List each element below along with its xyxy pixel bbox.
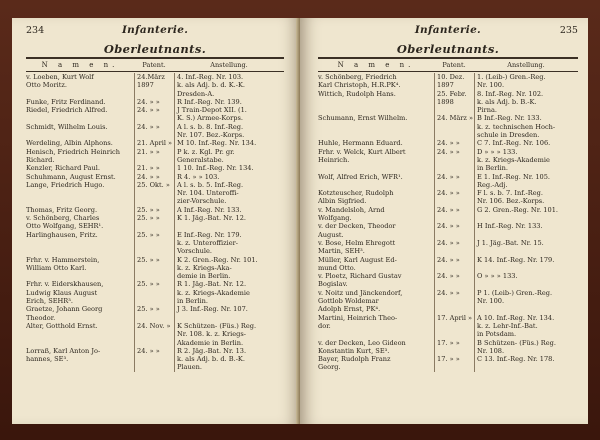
entry-assignment: 1 10. Inf.-Reg. Nr. 134. bbox=[174, 164, 284, 172]
left-section-title: Oberleutnants. bbox=[103, 42, 207, 56]
entry-row bbox=[26, 173, 284, 181]
entry-patent: 24. » » bbox=[434, 189, 474, 206]
entry-assignment: A l. s. b. 8. Inf.-Reg. Nr. 107. Bez.-Korps. bbox=[174, 123, 284, 140]
entry-patent: 24. » » bbox=[434, 222, 474, 239]
entry-row bbox=[26, 181, 284, 206]
left-column-header bbox=[26, 59, 284, 72]
entry-assignment: 4. Inf.-Reg. Nr. 103. k. als Adj. b. d. K.-K. Dresden-A. bbox=[174, 73, 284, 98]
entry-row bbox=[26, 148, 284, 165]
entry-assignment: 8. Inf.-Reg. Nr. 102. k. als Adj. b. B.-K. Pirna. bbox=[474, 90, 578, 115]
entry-row bbox=[26, 231, 284, 256]
right-page-number: 235 bbox=[559, 25, 578, 36]
entry-name: v. der Decken, Theodor August. bbox=[318, 222, 396, 239]
entry-name: Bayer, Rudolph Franz Georg. bbox=[318, 355, 391, 372]
entry-name: Kotzteuscher, Rudolph Albin Sigfried. bbox=[318, 189, 394, 206]
entry-patent: 17. » » bbox=[434, 339, 474, 356]
entry-name: Lorraß, Karl Anton Jo- hannes, SE³. bbox=[26, 346, 101, 364]
entry-name: Harlinghausen, Fritz. bbox=[26, 230, 98, 239]
entry-name: v. Schönberg, Charles Otto Wolfgang, SEHR¹. bbox=[26, 214, 104, 231]
entry-patent: 24. » » bbox=[434, 239, 474, 256]
entry-assignment: J Train-Depot XII. (1. K. S.) Armee-Korps. bbox=[174, 106, 284, 123]
entry-row bbox=[318, 114, 578, 139]
entry-row bbox=[26, 106, 284, 123]
entry-assignment: C 7. Inf.-Reg. Nr. 106. bbox=[474, 139, 578, 147]
entry-patent: 25. » » bbox=[134, 206, 174, 214]
left-running-head bbox=[26, 24, 284, 38]
entry-patent: 25. » » bbox=[134, 231, 174, 256]
entry-row bbox=[318, 73, 578, 90]
entry-assignment: J 3. Inf.-Reg. Nr. 107. bbox=[174, 305, 284, 322]
entry-assignment: A Inf.-Reg. Nr. 133. bbox=[174, 206, 284, 214]
entry-patent: 24. » » bbox=[434, 139, 474, 147]
entry-name: Kenzler, Richard Paul. bbox=[26, 164, 100, 173]
entry-assignment: B Inf.-Reg. Nr. 133. k. z. technischen Hoch- schule in Dresden. bbox=[474, 114, 578, 139]
entry-name: Henisch, Friedrich Heinrich Richard. bbox=[26, 147, 120, 164]
entry-name: Wolf, Alfred Erich, WFR¹. bbox=[318, 172, 403, 181]
entry-patent: 24. » » bbox=[134, 106, 174, 123]
entry-assignment: O » » » 133. bbox=[474, 272, 578, 289]
entry-patent: 24. » » bbox=[434, 256, 474, 273]
right-column-header bbox=[318, 59, 578, 72]
entry-assignment: M 10. Inf.-Reg. Nr. 134. bbox=[174, 139, 284, 147]
right-col-patent: Patent. bbox=[442, 61, 466, 69]
left-page bbox=[12, 18, 300, 424]
entry-patent: 24. » » bbox=[134, 98, 174, 106]
entry-row bbox=[318, 239, 578, 256]
entry-patent: 25. Okt. » bbox=[134, 181, 174, 206]
entry-name: Frhr. v. Eiderskhausen, Ludwig Klaus August Erich, SEHR³. bbox=[26, 280, 104, 306]
entry-assignment: R 1. Jäg.-Bat. Nr. 12. k. z. Kriegs-Akademie in Berlin. bbox=[174, 280, 284, 305]
entry-patent: 25. » » bbox=[134, 256, 174, 281]
entry-name: Schuhmann, August Ernst. bbox=[26, 172, 116, 181]
right-entry-list bbox=[318, 73, 578, 372]
entry-assignment: K 2. Gren.-Reg. Nr. 101. k. z. Kriegs-Aka- demie in Berlin. bbox=[174, 256, 284, 281]
entry-name: v. Noitz und Jänckendorf, Gottlob Woldemar Adolph Ernst, PK⁴. bbox=[318, 288, 403, 314]
entry-name: Lange, Friedrich Hugo. bbox=[26, 180, 105, 189]
entry-patent: 24. » » bbox=[434, 206, 474, 223]
entry-assignment: E 1. Inf.-Reg. Nr. 105. Reg.-Adj. bbox=[474, 173, 578, 190]
entry-name: v. Bose, Helm Ehregott Martin, SEH³. bbox=[318, 238, 396, 256]
entry-name: Schmidt, Wilhelm Louis. bbox=[26, 122, 108, 131]
right-col-name: N a m e n. bbox=[337, 61, 415, 69]
entry-assignment: K Schützen- (Füs.) Reg. Nr. 108. k. z. Kriegs- Akademie in Berlin. bbox=[174, 322, 284, 347]
entry-patent: 24.März 1897 bbox=[134, 73, 174, 98]
entry-row bbox=[318, 289, 578, 314]
right-section-title: Oberleutnants. bbox=[396, 42, 500, 56]
entry-row bbox=[26, 322, 284, 347]
entry-row bbox=[318, 256, 578, 273]
entry-assignment: F l. s. b. 7. Inf.-Reg. Nr. 106. Bez.-Korps. bbox=[474, 189, 578, 206]
entry-row bbox=[318, 173, 578, 190]
entry-row bbox=[318, 139, 578, 147]
entry-patent: 10. Dez. 1897 bbox=[434, 73, 474, 90]
entry-name: Schumann, Ernst Wilhelm. bbox=[318, 114, 408, 123]
entry-row bbox=[318, 206, 578, 223]
entry-patent: 17. » » bbox=[434, 355, 474, 372]
entry-name: v. Mandelsloh, Arnd Wolfgang. bbox=[318, 205, 385, 223]
entry-patent: 24. » » bbox=[134, 123, 174, 140]
entry-assignment: D » » » 133. k. z. Kriegs-Akademie in Berlin. bbox=[474, 148, 578, 173]
entry-row bbox=[318, 90, 578, 115]
entry-assignment: A 10. Inf.-Reg. Nr. 134. k. z. Lehr-Inf.-Bat. in Potsdam. bbox=[474, 314, 578, 339]
entry-row bbox=[26, 347, 284, 372]
entry-name: Alter, Gotthold Ernst. bbox=[26, 321, 98, 330]
entry-patent: 24. » » bbox=[434, 173, 474, 190]
entry-name: v. der Decken, Leo Gideon Konstantin Kurt, SE³. bbox=[318, 338, 406, 355]
entry-name: Müller, Karl August Ed- mund Otto. bbox=[318, 255, 397, 272]
entry-row bbox=[26, 98, 284, 106]
entry-name: Frhr. v. Welck, Kurt Albert Heinrich. bbox=[318, 147, 406, 164]
entry-name: Huhle, Hermann Eduard. bbox=[318, 139, 403, 148]
entry-row bbox=[26, 280, 284, 305]
entry-patent: 24. » » bbox=[434, 289, 474, 314]
entry-name: v. Schönberg, Friedrich Karl Christoph, H.R.PK⁴. bbox=[318, 73, 401, 90]
entry-patent: 25. » » bbox=[134, 305, 174, 322]
entry-row bbox=[26, 73, 284, 98]
entry-assignment: R 2. Jäg.-Bat. Nr. 13. k. als Adj. b. d. B.-K. Plauen. bbox=[174, 347, 284, 372]
entry-assignment: R Inf.-Reg. Nr. 139. bbox=[174, 98, 284, 106]
entry-row bbox=[26, 164, 284, 172]
entry-patent: 21. April » bbox=[134, 139, 174, 147]
entry-name: Graetze, Johann Georg Theodor. bbox=[26, 305, 103, 322]
entry-row bbox=[318, 272, 578, 289]
left-col-name: N a m e n. bbox=[41, 61, 119, 69]
right-col-assignment: Anstellung. bbox=[507, 61, 545, 69]
entry-assignment: C 13. Inf.-Reg. Nr. 178. bbox=[474, 355, 578, 372]
entry-patent: 25. » » bbox=[134, 280, 174, 305]
entry-assignment: J 1. Jäg.-Bat. Nr. 15. bbox=[474, 239, 578, 256]
entry-row bbox=[26, 206, 284, 214]
entry-name: Thomas, Fritz Georg. bbox=[26, 205, 98, 214]
entry-assignment: K 1. Jäg.-Bat. Nr. 12. bbox=[174, 214, 284, 231]
entry-assignment: P k. z. Kgl. Pr. gr. Generalstabe. bbox=[174, 148, 284, 165]
entry-row bbox=[318, 189, 578, 206]
entry-row bbox=[318, 314, 578, 339]
entry-row bbox=[318, 355, 578, 372]
entry-patent: 24. » » bbox=[134, 173, 174, 181]
entry-patent: 25. Febr. 1898 bbox=[434, 90, 474, 115]
right-running-title: Infanterie. bbox=[414, 24, 482, 36]
entry-row bbox=[318, 222, 578, 239]
entry-name: Wittich, Rudolph Hans. bbox=[318, 89, 396, 98]
entry-patent: 24. » » bbox=[434, 272, 474, 289]
entry-row bbox=[26, 305, 284, 322]
entry-patent: 24. » » bbox=[434, 148, 474, 173]
entry-patent: 25. » » bbox=[134, 214, 174, 231]
entry-patent: 17. April » bbox=[434, 314, 474, 339]
left-running-title: Infanterie. bbox=[121, 24, 189, 36]
entry-patent: 21. » » bbox=[134, 164, 174, 172]
entry-row bbox=[26, 214, 284, 231]
entry-assignment: E Inf.-Reg. Nr. 179. k. z. Unteroffizier- Vorschule. bbox=[174, 231, 284, 256]
entry-assignment: R 4. » » 103. bbox=[174, 173, 284, 181]
left-entry-list bbox=[26, 73, 284, 372]
entry-row bbox=[26, 256, 284, 281]
left-page-number: 234 bbox=[26, 25, 45, 36]
right-running-head bbox=[318, 24, 578, 38]
entry-assignment: A l. s. b. 5. Inf.-Reg. Nr. 104. Unteroffi- zier-Vorschule. bbox=[174, 181, 284, 206]
entry-patent: 24. Nov. » bbox=[134, 322, 174, 347]
entry-patent: 21. » » bbox=[134, 148, 174, 165]
entry-row bbox=[318, 148, 578, 173]
entry-patent: 24. März » bbox=[434, 114, 474, 139]
entry-assignment: 1. (Leib-) Gren.-Reg. Nr. 100. bbox=[474, 73, 578, 90]
right-page bbox=[300, 18, 588, 424]
entry-row bbox=[26, 139, 284, 147]
left-col-patent: Patent. bbox=[142, 61, 166, 69]
entry-assignment: G 2. Gren.-Reg. Nr. 101. bbox=[474, 206, 578, 223]
left-col-assignment: Anstellung. bbox=[210, 61, 248, 69]
entry-assignment: H Inf.-Reg. Nr. 133. bbox=[474, 222, 578, 239]
entry-name: Funke, Fritz Ferdinand. bbox=[26, 97, 106, 106]
entry-row bbox=[26, 123, 284, 140]
entry-assignment: K 14. Inf.-Reg. Nr. 179. bbox=[474, 256, 578, 273]
entry-name: Riedel, Friedrich Alfred. bbox=[26, 106, 108, 115]
entry-name: v. Ploetz, Richard Gustav Bogislav. bbox=[318, 272, 402, 289]
entry-name: Martini, Heinrich Theo- dor. bbox=[318, 313, 398, 330]
entry-patent: 24. » » bbox=[134, 347, 174, 372]
entry-assignment: B Schützen- (Füs.) Reg. Nr. 108. bbox=[474, 339, 578, 356]
entry-name: v. Loeben, Kurt Wolf Otto Moritz. bbox=[26, 73, 94, 90]
entry-assignment: P 1. (Leib-) Gren.-Reg. Nr. 100. bbox=[474, 289, 578, 314]
entry-row bbox=[318, 339, 578, 356]
entry-name: Frhr. v. Hammerstein, William Otto Karl. bbox=[26, 255, 100, 272]
entry-name: Werdeling, Albin Alphons. bbox=[26, 139, 113, 148]
